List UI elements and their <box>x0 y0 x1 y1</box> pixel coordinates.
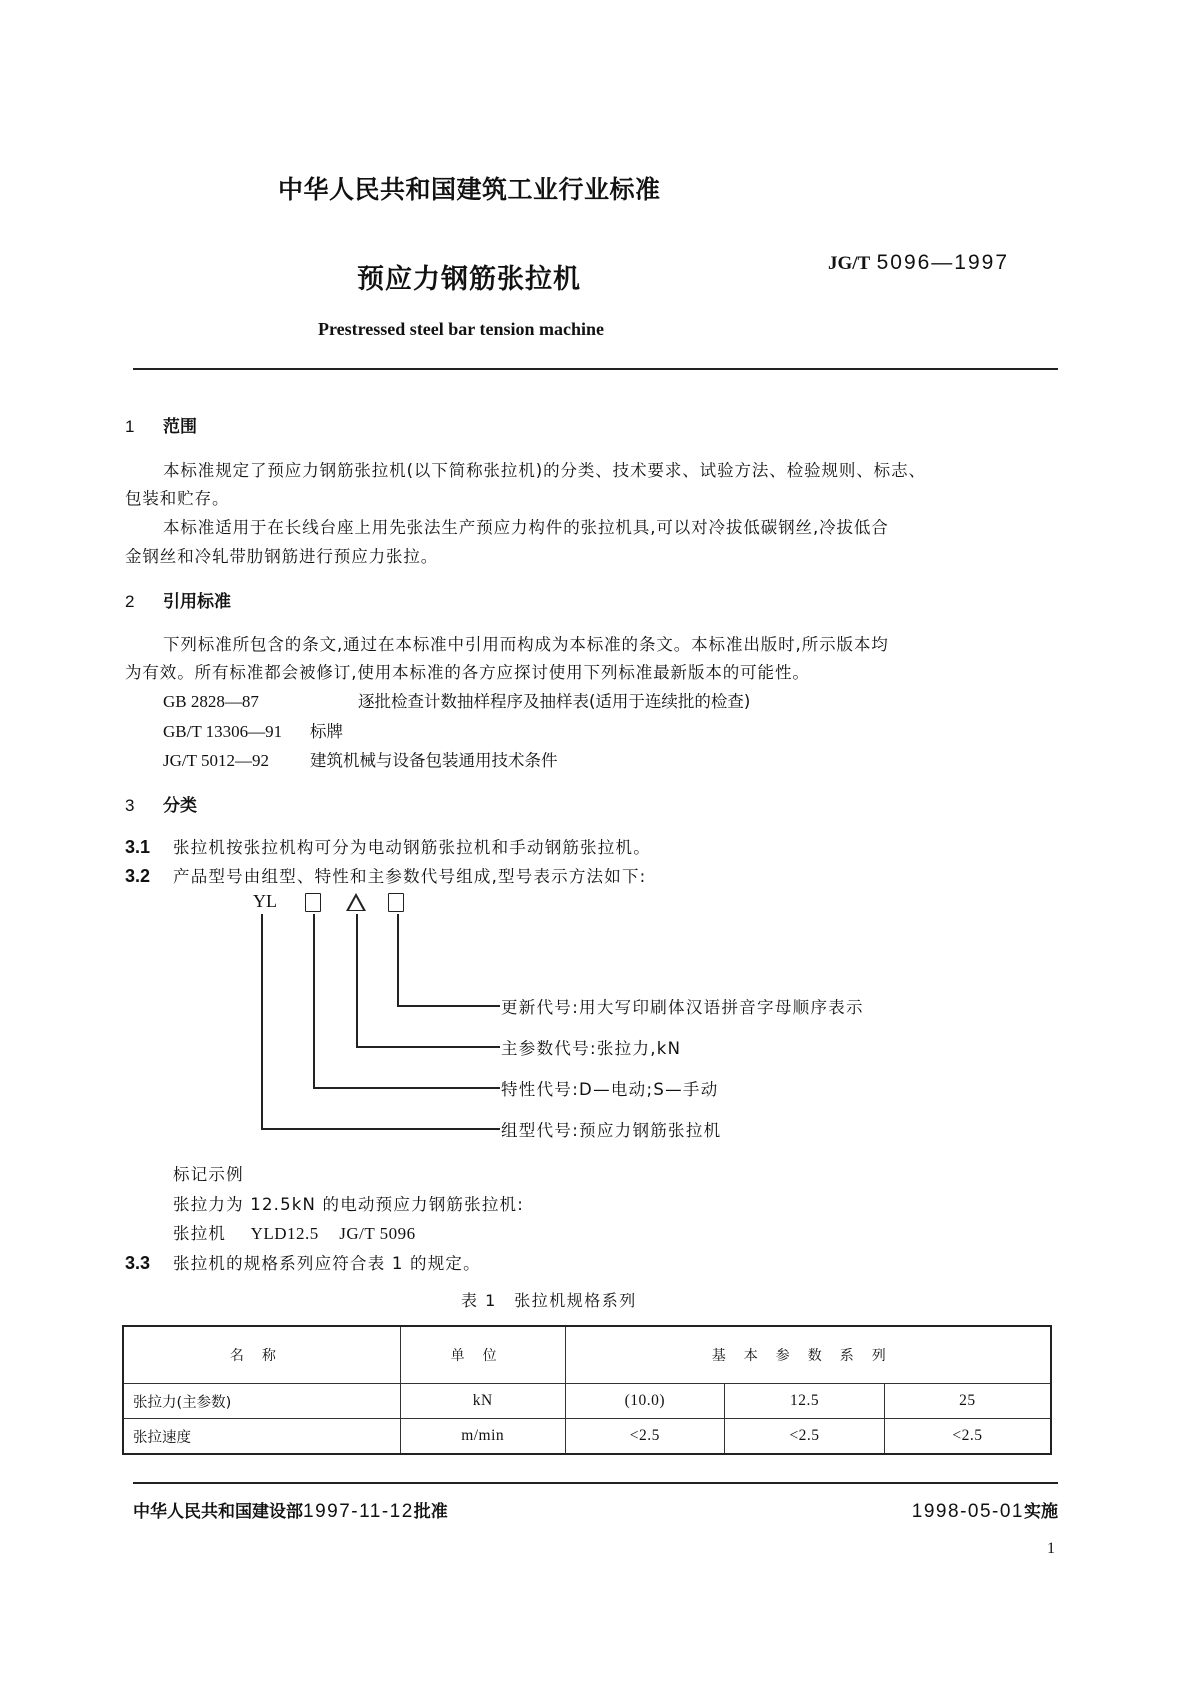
cell-value: 12.5 <box>725 1384 885 1419</box>
update-code-leader <box>397 1005 500 1007</box>
update-code-box <box>388 893 404 912</box>
header-parameter-series: 基本参数系列 <box>565 1326 1051 1384</box>
model-prefix: YL <box>253 891 277 911</box>
standard-code-prefix: JG/T <box>828 253 871 274</box>
header-divider <box>133 368 1058 370</box>
section-2-para-line1: 下列标准所包含的条文,通过在本标准中引用而构成为本标准的条文。本标准出版时,所示版本均 <box>163 635 889 654</box>
section-1-para2-line1: 本标准适用于在长线台座上用先张法生产预应力构件的张拉机具,可以对冷拔低碳钢丝,冷拔低合 <box>163 518 889 537</box>
cell-value: 25 <box>884 1384 1051 1419</box>
header-unit: 单位 <box>400 1326 565 1384</box>
cell-unit: m/min <box>400 1419 565 1455</box>
update-code-stem <box>397 914 399 1005</box>
reference-item: JG/T 5012—92 建筑机械与设备包装通用技术条件 <box>163 751 558 770</box>
characteristic-code-label: 特性代号:D—电动;S—手动 <box>501 1080 719 1099</box>
characteristic-code-leader <box>313 1087 500 1089</box>
standard-code <box>828 250 1009 275</box>
section-1-para1-line2: 包装和贮存。 <box>125 489 230 508</box>
group-code-label: 组型代号:预应力钢筋张拉机 <box>501 1121 722 1140</box>
section-1-heading: 1 范围 <box>125 417 197 437</box>
triangle-inner <box>349 897 363 910</box>
example-line-1: 张拉力为 12.5kN 的电动预应力钢筋张拉机: <box>173 1195 524 1214</box>
characteristic-code-box <box>305 893 321 912</box>
header-name: 名称 <box>123 1326 400 1384</box>
cell-value: <2.5 <box>565 1419 725 1455</box>
section-3-heading: 3 分类 <box>125 796 197 816</box>
effective-line: 1998-05-01实施 <box>911 1501 1058 1522</box>
section-2-para-line2: 为有效。所有标准都会被修订,使用本标准的各方应探讨使用下列标准最新版本的可能性。 <box>125 663 810 682</box>
table-caption: 表 1 张拉机规格系列 <box>461 1291 637 1310</box>
section-1-para1-line1: 本标准规定了预应力钢筋张拉机(以下简称张拉机)的分类、技术要求、试验方法、检验规则、标志、 <box>163 461 926 480</box>
parameter-code-label: 主参数代号:张拉力,kN <box>501 1039 682 1058</box>
table-header-row <box>123 1326 1051 1384</box>
document-title: 预应力钢筋张拉机 <box>357 264 581 295</box>
reference-item: GB/T 13306—91 标牌 <box>163 722 343 741</box>
cell-name: 张拉力(主参数) <box>123 1384 400 1419</box>
reference-item: GB 2828—87 逐批检查计数抽样程序及抽样表(适用于连续批的检查) <box>163 692 751 711</box>
page-number: 1 <box>1047 1540 1055 1557</box>
spec-series-table <box>122 1325 1052 1455</box>
clause-3-3: 3.3 张拉机的规格系列应符合表 1 的规定。 <box>125 1253 481 1273</box>
cell-name: 张拉速度 <box>123 1419 400 1455</box>
cell-value: (10.0) <box>565 1384 725 1419</box>
cell-unit: kN <box>400 1384 565 1419</box>
approval-line: 中华人民共和国建设部1997-11-12批准 <box>133 1501 448 1522</box>
clause-3-1: 3.1 张拉机按张拉机构可分为电动钢筋张拉机和手动钢筋张拉机。 <box>125 837 651 857</box>
section-1-para2-line2: 金钢丝和冷轧带肋钢筋进行预应力张拉。 <box>125 547 439 566</box>
parameter-code-leader <box>356 1046 500 1048</box>
english-title: Prestressed steel bar tension machine <box>318 319 604 339</box>
footer-divider <box>133 1482 1058 1484</box>
cell-value: <2.5 <box>884 1419 1051 1455</box>
example-heading: 标记示例 <box>173 1165 244 1184</box>
standard-code-number: 5096—1997 <box>876 251 1010 274</box>
standard-category: 中华人民共和国建筑工业行业标准 <box>278 175 661 204</box>
group-code-stem <box>261 914 263 1128</box>
table-row <box>123 1419 1051 1455</box>
section-2-heading: 2 引用标准 <box>125 592 231 612</box>
characteristic-code-stem <box>313 914 315 1087</box>
example-line-2: 张拉机 YLD12.5 JG/T 5096 <box>173 1224 416 1243</box>
parameter-code-stem <box>356 914 358 1046</box>
cell-value: <2.5 <box>725 1419 885 1455</box>
table-row <box>123 1384 1051 1419</box>
clause-3-2: 3.2 产品型号由组型、特性和主参数代号组成,型号表示方法如下: <box>125 866 647 886</box>
group-code-leader <box>261 1128 500 1130</box>
update-code-label: 更新代号:用大写印刷体汉语拼音字母顺序表示 <box>501 998 864 1017</box>
